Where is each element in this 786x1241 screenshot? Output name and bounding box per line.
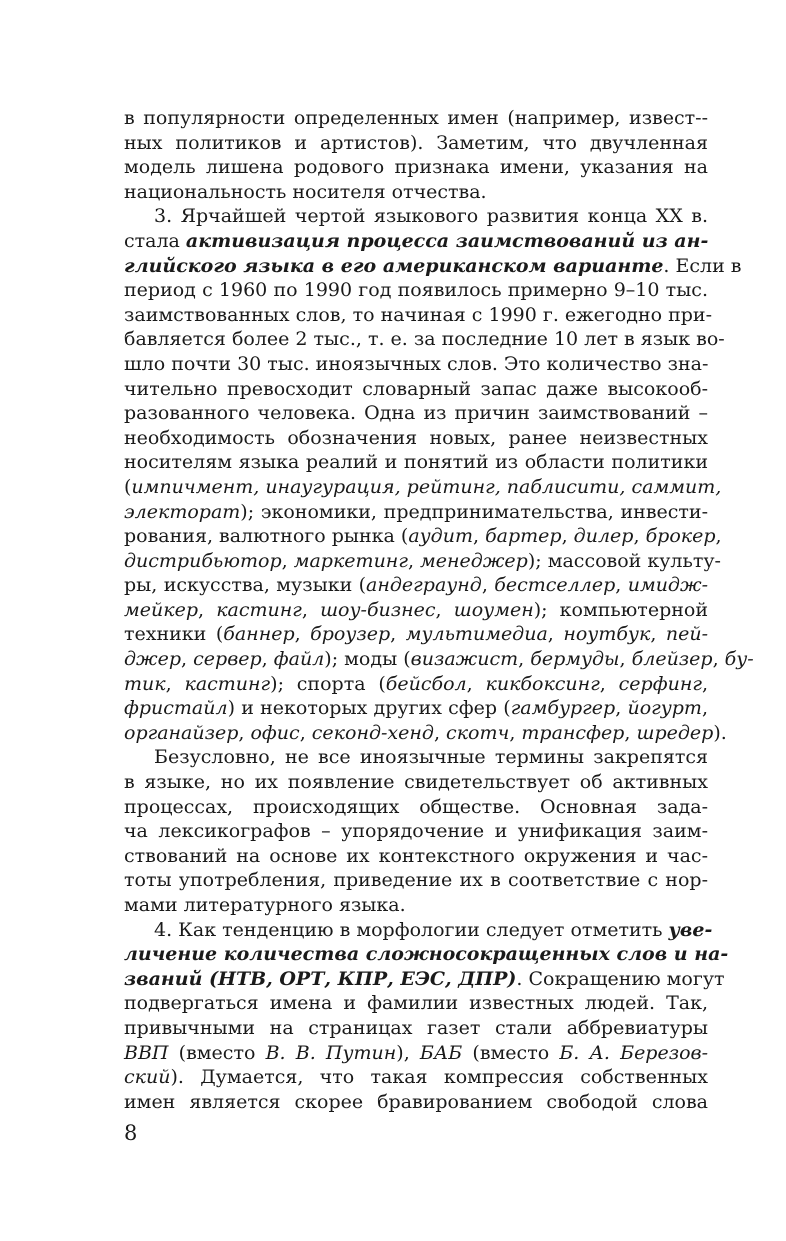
text-run: , [472, 525, 486, 548]
text-run: , [712, 648, 725, 671]
text-line [124, 1041, 708, 1066]
text-run: , [165, 672, 185, 695]
text-line: необходимость обозначения новых, ранее неизвестных [124, 426, 708, 449]
text-run: , [466, 672, 486, 695]
italic-term: ноутбук [563, 623, 651, 646]
italic-term: мультимедиа [405, 623, 548, 646]
italic-term: дистрибьютор [124, 549, 282, 572]
text-line [124, 942, 729, 967]
text-run: , [615, 697, 628, 720]
page-number: 8 [124, 1121, 138, 1145]
text-line: 3. Ярчайшей чертой языкового развития конца XX в. [154, 205, 708, 228]
italic-term: аудит [408, 525, 473, 548]
text-run: . Сокращению могут [516, 967, 725, 990]
italic-term: бестселлер [494, 574, 616, 597]
text-run: , [615, 574, 628, 597]
italic-term: броузер [310, 623, 391, 646]
italic-term: пей- [665, 623, 708, 646]
text-line [124, 967, 725, 992]
text-line: в популярности определенных имен (например, извест-- [124, 107, 708, 129]
text-line: национальность носителя отчества. [124, 180, 487, 203]
text-line: модель лишена родового признака имени, указания на [124, 156, 708, 179]
text-line: привычными на страницах газет стали аббревиатуры [124, 1016, 708, 1039]
italic-term: йогурт [627, 697, 702, 720]
text-line [124, 672, 708, 697]
text-line [124, 549, 721, 574]
italic-term: секонд-хенд [311, 721, 434, 744]
italic-term: серфинг [618, 672, 702, 695]
text-line [124, 647, 754, 672]
text-run: , [281, 549, 294, 572]
text-run: , [261, 648, 274, 671]
text-run: , [299, 721, 312, 744]
text-line: мами литературного языка. [124, 894, 406, 916]
text-run: ); спорта ( [270, 672, 386, 695]
italic-term: скотч [446, 721, 510, 744]
italic-term: органайзер [124, 721, 239, 744]
italic-term: баннер [223, 623, 295, 646]
italic-term: бейсбол [385, 672, 467, 695]
text-run: (вместо [168, 1041, 266, 1064]
text-run: , [390, 623, 406, 646]
italic-term: шоумен [453, 598, 534, 621]
text-line [124, 573, 708, 598]
text-line: заимствованных слов, то начиная с 1990 г. ежегодно при- [124, 303, 713, 326]
text-run: , [547, 623, 564, 646]
text-run: (вместо [462, 1041, 560, 1064]
text-run: , [619, 648, 632, 671]
italic-term: шоу-бизнес [320, 598, 436, 621]
text-run: техники ( [124, 623, 224, 646]
text-run: , [198, 598, 217, 621]
text-line: шло почти 30 тыс. иноязычных слов. Это количество зна- [124, 352, 709, 375]
text-line: ных политиков и артистов). Заметим, что двучленная [124, 131, 708, 154]
text-run: , [238, 721, 251, 744]
italic-term: тик [124, 672, 166, 695]
emphasis-bold-italic: уве- [668, 918, 713, 941]
italic-term: маркетинг [293, 549, 408, 572]
text-run: ); компьютерной [533, 598, 708, 621]
text-line: период с 1960 по 1990 год появилось примерно 9–10 тыс. [124, 279, 708, 302]
emphasis-bold-italic: личение количества сложносокращенных слов и на- [124, 943, 729, 966]
italic-term: импичмент, инаугурация, рейтинг, паблисити, саммит, [131, 475, 722, 498]
text-run: , [407, 549, 421, 572]
text-run: , [715, 525, 722, 548]
italic-term: бартер [485, 525, 562, 548]
italic-term: БАБ [419, 1041, 463, 1064]
italic-term: бу- [724, 648, 754, 671]
italic-term: менеджер [420, 549, 528, 572]
italic-term: блейзер [631, 648, 713, 671]
text-run: ры, искусства, музыки ( [124, 574, 367, 597]
italic-term: сервер [193, 648, 262, 671]
italic-term: кикбоксинг [485, 672, 600, 695]
text-line [124, 1065, 708, 1090]
text-run: ) и некоторых других сфер ( [227, 697, 511, 720]
text-line [124, 500, 708, 525]
italic-term: брокер [645, 525, 716, 548]
italic-term: дилер [573, 525, 634, 548]
text-line: бавляется более 2 тыс., т. е. за последние 10 лет в язык во- [124, 328, 725, 351]
italic-term: мейкер [124, 598, 198, 621]
italic-term: офис [250, 721, 300, 744]
italic-term: джер [124, 648, 182, 671]
text-run: рования, валютного рынка ( [124, 525, 409, 548]
text-line: подвергаться имена и фамилии известных людей. Так, [124, 992, 708, 1015]
text-run: ). Думается, что такая компрессия собственных [170, 1066, 708, 1089]
text-line [124, 475, 722, 500]
text-run: ). [713, 721, 727, 744]
text-run: , [701, 672, 708, 695]
text-line: ча лексикографов – упорядочение и унификация заим- [124, 820, 708, 843]
text-line [124, 254, 742, 279]
text-run: , [624, 721, 637, 744]
text-line [124, 229, 708, 254]
text-run: ( [124, 475, 132, 498]
italic-term: бермуды [530, 648, 620, 671]
italic-term: шредер [636, 721, 714, 744]
text-line [124, 524, 722, 549]
emphasis-bold-italic: глийского языка в его американском варианте [124, 254, 664, 277]
text-line [124, 622, 708, 647]
italic-term: визажист [410, 648, 519, 671]
italic-term: андеграунд [366, 574, 482, 597]
italic-term: кастинг [216, 598, 302, 621]
text-line: в языке, но их появление свидетельствует об активных [124, 771, 708, 794]
text-run: , [435, 598, 454, 621]
text-run: ); массовой культу- [527, 549, 721, 572]
text-line: чительно превосходит словарный запас даже высокооб- [124, 377, 708, 400]
text-run: ); моды ( [324, 648, 411, 671]
text-run: , [599, 672, 619, 695]
text-run: ); экономики, предпринимательства, инвести- [240, 500, 708, 523]
italic-term: трансфер [521, 721, 625, 744]
italic-term: имидж- [627, 574, 708, 597]
italic-term: В. В. Путин [265, 1041, 397, 1064]
text-run: , [561, 525, 574, 548]
text-line: носителям языка реалий и понятий из области политики [124, 451, 708, 474]
text-line [124, 918, 713, 943]
emphasis-bold-italic: званий (НТВ, ОРТ, КПР, ЕЭС, ДПР) [124, 967, 517, 990]
text-run: ), [396, 1041, 420, 1064]
text-line [124, 598, 708, 623]
text-run: , [294, 623, 311, 646]
emphasis-bold-italic: активизация процесса заимствований из ан- [185, 229, 709, 252]
text-run: , [481, 574, 495, 597]
italic-term: электорат [124, 500, 241, 523]
text-line [124, 721, 727, 746]
text-line: процессах, происходящих обществе. Основная зада- [124, 795, 708, 818]
text-run: , [433, 721, 447, 744]
italic-term: фристайл [124, 697, 228, 720]
text-line: Безусловно, не все иноязычные термины закрепятся [154, 746, 708, 769]
text-line: разованного человека. Одна из причин заимствований – [124, 402, 708, 425]
text-run: , [701, 697, 708, 720]
text-run: стала [124, 229, 186, 252]
text-run: , [509, 721, 522, 744]
italic-term: ВВП [124, 1041, 169, 1064]
text-run: , [301, 598, 321, 621]
italic-term: кастинг [184, 672, 271, 695]
text-run: , [650, 623, 666, 646]
text-line: имен является скорее бравированием свободой слова [124, 1090, 708, 1113]
italic-term: гамбургер [510, 697, 616, 720]
italic-term: ский [124, 1066, 171, 1089]
text-run: , [181, 648, 194, 671]
text-run: 4. Как тенденцию в морфологии следует отметить [154, 918, 669, 941]
italic-term: файл [273, 648, 325, 671]
text-line: тоты употребления, приведение их в соответствие с нор- [124, 869, 708, 892]
text-run: , [633, 525, 646, 548]
text-line: ствований на основе их контекстного окружения и час- [124, 844, 708, 867]
body-text [124, 106, 754, 1114]
italic-term: Б. А. Березов- [559, 1041, 708, 1064]
text-line [124, 696, 708, 721]
text-run: , [518, 648, 531, 671]
text-run: . Если в [663, 254, 742, 277]
